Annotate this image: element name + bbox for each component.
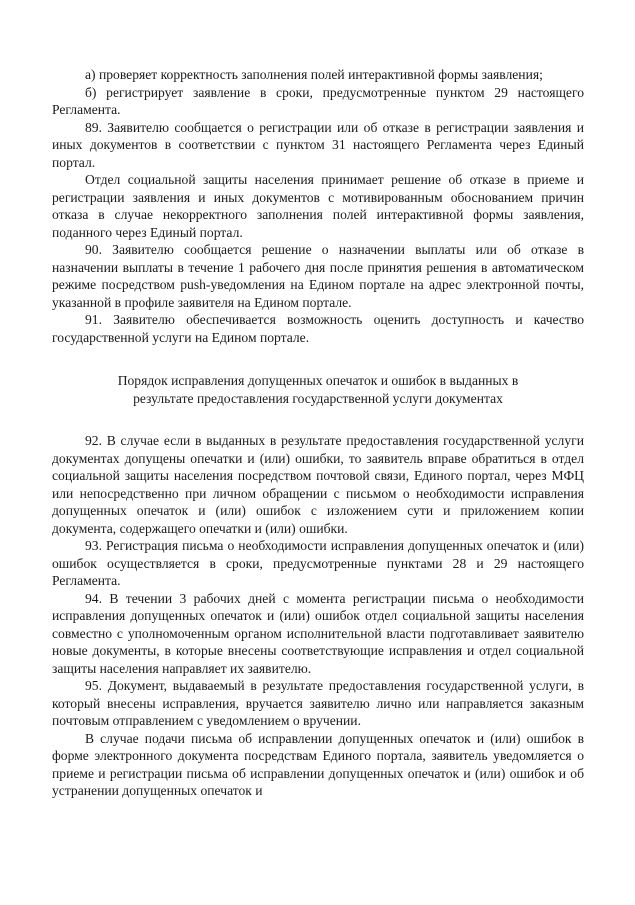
paragraph-b: б) регистрирует заявление в сроки, предусмотренные пунктом 29 настоящего Регламента.	[52, 84, 584, 117]
paragraph-91: 91. Заявителю обеспечивается возможность оценить доступность и качество государственной услуги на Едином портале.	[52, 312, 584, 345]
section-heading: Порядок исправления допущенных опечаток и ошибок в выданных в результате предоставления государственной услуги документах	[117, 373, 519, 406]
paragraph-95: 95. Документ, выдаваемый в результате предоставления государственной услуги, в который внесены исправления, вручается заявителю лично или направляется заказным почтовым отправлением с уведомлением о вручении.	[52, 678, 584, 728]
paragraph-92: 92. В случае если в выданных в результате предоставления государственной услуги документах допущены опечатки и (или) ошибки, то заявитель вправе обратиться в отдел социальной защиты населения посредством почтовой связи, Единого портал, через МФЦ или непосредственно при личном обращении с письмом о необходимости исправления допущенных опечаток и (или) ошибок с изложением сути и приложением копии документа, содержащего опечатки и (или) ошибки.	[52, 433, 584, 536]
paragraph-94: 94. В течении 3 рабочих дней с момента регистрации письма о необходимости исправления допущенных опечаток и (или) ошибок отдел социальной защиты населения совместно с уполномоченным органом исполнительной власти подготавливает заявителю новые документы, в которые внесены соответствующие исправления и отдел социальной защиты населения направляет их заявителю.	[52, 590, 584, 676]
paragraph-a: а) проверяет корректность заполнения полей интерактивной формы заявления;	[85, 67, 543, 82]
document-page	[52, 66, 584, 800]
paragraph-89-refusal: Отдел социальной защиты населения принимает решение об отказе в приеме и регистрации заявления и иных документов с мотивированным обоснованием причин отказа в случае некорректного заполнения полей интерактивной формы заявления, поданного через Единый портал.	[52, 172, 584, 240]
paragraph-93: 93. Регистрация письма о необходимости исправления допущенных опечаток и (или) ошибок осуществляется в сроки, предусмотренные пунктами 28 и 29 настоящего Регламента.	[52, 538, 584, 588]
paragraph-90: 90. Заявителю сообщается решение о назначении выплаты или об отказе в назначении выплаты в течение 1 рабочего дня после принятия решения в автоматическом режиме посредством push-уведомления на Едином портале на адрес электронной почты, указанной в профиле заявителя на Едином портале.	[52, 242, 584, 310]
paragraph-95-electronic: В случае подачи письма об исправлении допущенных опечаток и (или) ошибок в форме электронного документа посредствам Единого портала, заявитель уведомляется о приеме и регистрации письма об исправлении допущенных опечаток и (или) ошибок и об устранении допущенных опечаток и	[52, 730, 584, 798]
paragraph-89: 89. Заявителю сообщается о регистрации или об отказе в регистрации заявления и иных документов в соответствии с пунктом 31 настоящего Регламента через Единый портал.	[52, 119, 584, 170]
